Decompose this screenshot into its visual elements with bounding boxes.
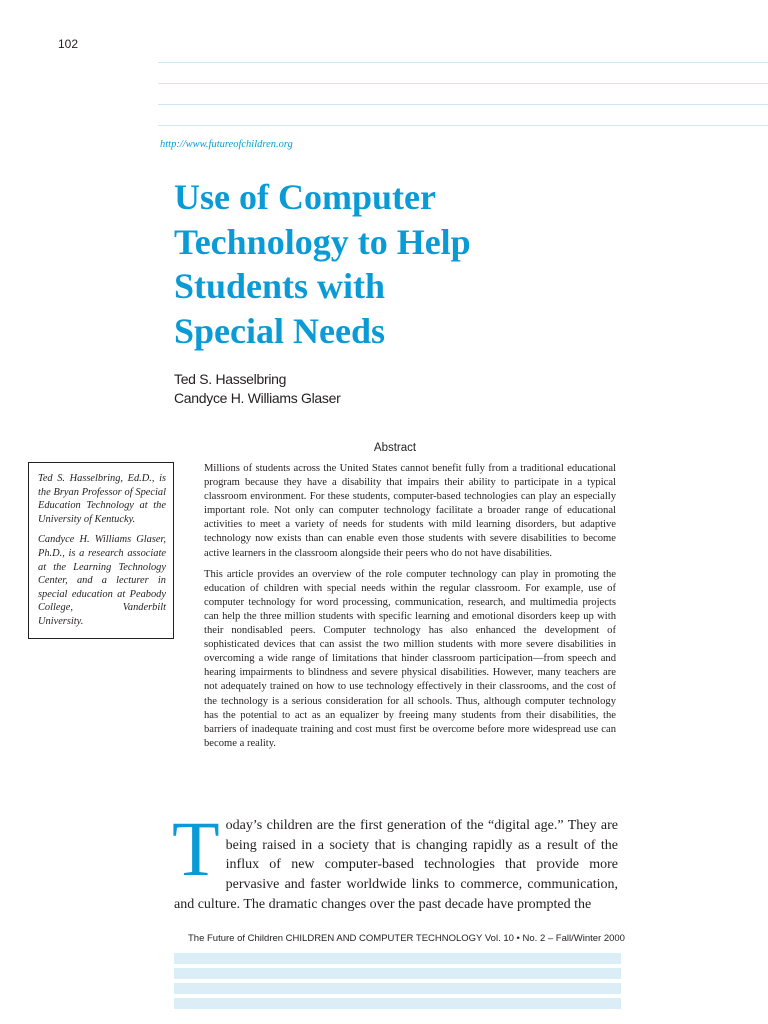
author-list: [174, 370, 340, 408]
journal-footer: The Future of Children CHILDREN AND COMPUTER TECHNOLOGY Vol. 10 • No. 2 – Fall/Winter 2000: [188, 933, 625, 944]
title-line: Use of Computer: [174, 177, 436, 217]
article-title: [174, 175, 594, 353]
author-name: Candyce H. Williams Glaser: [174, 390, 341, 406]
footer-rules: [174, 953, 621, 1013]
header-rule: [158, 104, 768, 105]
title-line: Technology to Help: [174, 221, 471, 262]
abstract-text: [204, 462, 616, 758]
title-line: Special Needs: [174, 310, 385, 351]
body-paragraph: oday’s children are the first generation of the “digital age.” They are being raised in a society that is changing rapidly as a result of the influx of new computer-based technologies that provide more pervasive and faster worldwide links to commerce, communication, and culture. The dramatic changes over the past decade have prompted the: [174, 818, 618, 912]
footer-band: [174, 968, 621, 979]
footer-band: [174, 998, 621, 1009]
header-rule: [158, 62, 768, 63]
author-bio: Ted S. Hasselbring, Ed.D., is the Bryan Professor of Special Education Technology at the University of Kentucky.: [38, 473, 166, 525]
abstract-paragraph: Millions of students across the United States cannot benefit fully from a traditional educational program because they have a disability that impairs their ability to participate in a typical classroom environment. For these students, computer-based technologies can play an especially important role. Not only can computer technology facilitate a broader range of educational activities to meet a variety of needs for students with mild learning disorders, but adaptive technology now exists than can enable even those students with severe disabilities to become active learners in the classroom alongside their peers who do not have disabilities.: [204, 463, 616, 559]
site-url-link[interactable]: http://www.futureofchildren.org: [160, 139, 293, 150]
article-body: [172, 805, 618, 915]
author-bio: Candyce H. Williams Glaser, Ph.D., is a research associate at the Learning Technology Center, and a lecturer in special education at Peabody College, Vanderbilt University.: [38, 534, 166, 627]
footer-band: [174, 983, 621, 994]
header-rules: [158, 62, 768, 146]
header-rule: [158, 125, 768, 126]
title-line: Students with: [174, 266, 386, 306]
page-number: 102: [58, 37, 79, 51]
drop-cap: T: [172, 805, 220, 892]
abstract-heading: Abstract: [373, 442, 417, 454]
author-bio-box: [28, 462, 174, 639]
header-rule: [158, 83, 768, 84]
footer-band: [174, 953, 621, 964]
author-name: Ted S. Hasselbring: [174, 371, 287, 387]
abstract-paragraph: This article provides an overview of the role computer technology can play in promoting the education of children with special needs within the regular classroom. For example, use of computer technology for word processing, communication, research, and multimedia projects can help the three million students with specific learning and emotional disorders keep up with their nondisabled peers. Computer technology has also enhanced the development of sophisticated devices that can assist the two million students with more severe disabilities in overcoming a wide range of limitations that hinder classroom participation—from speech and hearing impairments to blindness and severe physical disabilities. However, many teachers are not adequately trained on how to use technology effectively in their classrooms, and the cost of the technology is a serious consideration for all schools. Thus, although computer technology has the potential to act as an equalizer by freeing many students from their disabilities, the barriers of inadequate training and cost must first be overcome before more widespread use can become a reality.: [204, 568, 616, 749]
